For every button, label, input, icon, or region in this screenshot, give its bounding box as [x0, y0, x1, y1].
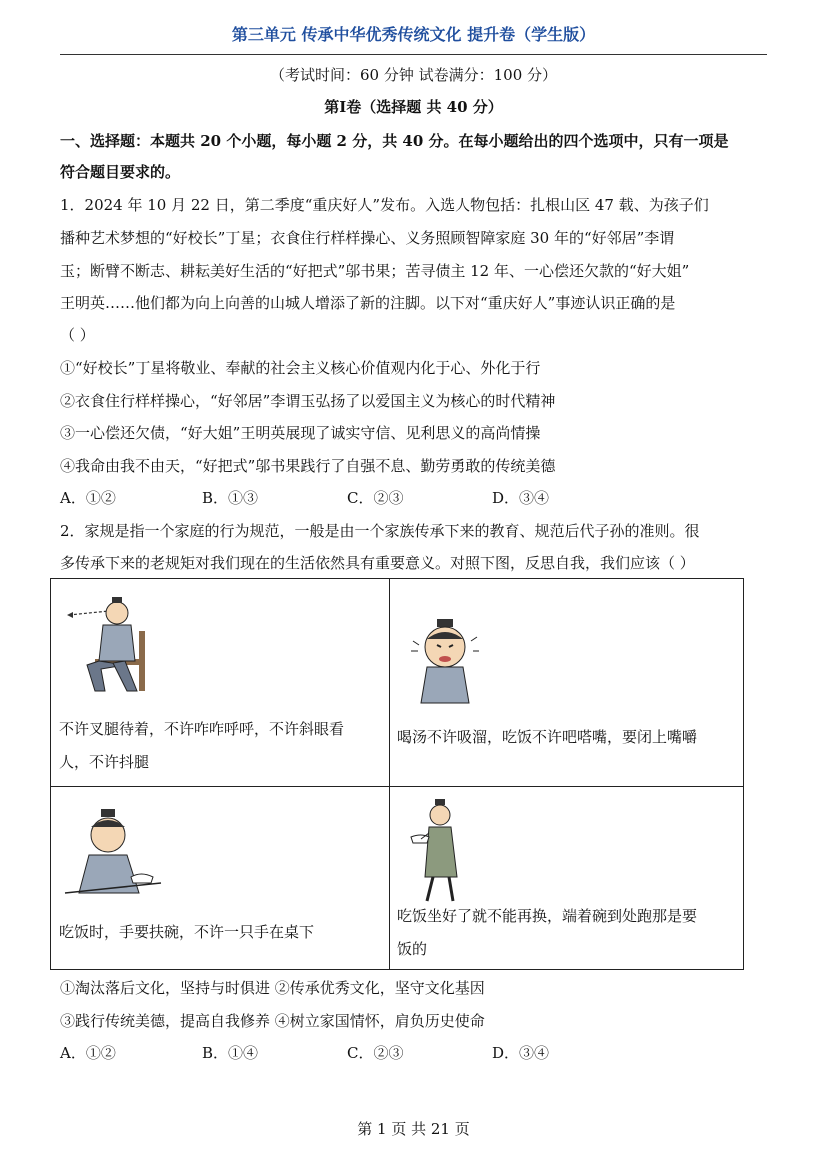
q2-option-d[interactable]: D．③④: [492, 1044, 550, 1062]
q2-statements-row-1: ①淘汰落后文化，坚持与时俱进 ②传承优秀文化，坚守文化基因: [60, 979, 485, 997]
q2-stem-line: 2．家规是指一个家庭的行为规范，一般是由一个家族传承下来的教育、规范后代子孙的准则。很: [60, 522, 700, 540]
section-title: 第Ⅰ卷（选择题 共 40 分）: [324, 98, 503, 116]
sitting-figure-illustration: [65, 591, 185, 701]
q1-stem-line: 1．2024 年 10 月 22 日，第二季度“重庆好人”发布。入选人物包括：扎根山区 47 载、为孩子们: [60, 196, 709, 214]
q1-stem-line: 播种艺术梦想的“好校长”丁星；衣食住行样样操心、义务照顾智障家庭 30 年的“好邻居”李谓: [60, 229, 675, 247]
q1-stem-line: 玉；断臂不断志、耕耘美好生活的“好把式”邬书果；苦寻债主 12 年、一心偿还欠款的“好大姐”: [60, 262, 690, 280]
q2-option-a[interactable]: A．①②: [60, 1044, 116, 1062]
q1-statement-4: ④我命由我不由天，“好把式”邬书果践行了自强不息、勤劳勇敢的传统美德: [60, 457, 556, 475]
table-cell-1-line: 不许叉腿待着，不许咋咋呼呼，不许斜眼看: [59, 720, 345, 738]
q1-statement-3: ③一心偿还欠债，“好大姐”王明英展现了诚实守信、见利思义的高尚情操: [60, 424, 541, 442]
q2-stem-line: 多传承下来的老规矩对我们现在的生活依然具有重要意义。对照下图，反思自我，我们应该（ ）: [60, 554, 695, 572]
rules-table: [50, 578, 744, 970]
table-cell-3-line: 吃饭时，手要扶碗，不许一只手在桌下: [59, 923, 315, 941]
q1-stem-line: 王明英……他们都为向上向善的山城人增添了新的注脚。以下对“重庆好人”事迹认识正确的是: [60, 294, 676, 312]
exam-info: （考试时间：60 分钟 试卷满分：100 分）: [269, 66, 558, 84]
table-divider: [389, 579, 390, 969]
instructions-line-2: 符合题目要求的。: [60, 163, 181, 181]
table-cell-1-line: 人，不许抖腿: [59, 753, 150, 771]
title-divider: [60, 54, 767, 55]
q1-option-d[interactable]: D．③④: [492, 489, 550, 507]
holding-bowl-illustration: [61, 807, 171, 907]
walking-bowl-illustration: [407, 797, 477, 909]
q1-option-c[interactable]: C．②③: [347, 489, 404, 507]
q2-option-c[interactable]: C．②③: [347, 1044, 404, 1062]
page-title: 第三单元 传承中华优秀传统文化 提升卷（学生版）: [231, 25, 596, 44]
instructions-line-1: 一、选择题：本题共 20 个小题，每小题 2 分，共 40 分。在每小题给出的四个选项中，只有一项是: [60, 132, 729, 150]
page-footer: 第 1 页 共 21 页: [357, 1120, 470, 1138]
q2-option-b[interactable]: B．①④: [202, 1044, 259, 1062]
q1-statement-1: ①“好校长”丁星将敬业、奉献的社会主义核心价值观内化于心、外化于行: [60, 359, 541, 377]
table-divider: [51, 786, 743, 787]
q1-statement-2: ②衣食住行样样操心，“好邻居”李谓玉弘扬了以爱国主义为核心的时代精神: [60, 392, 556, 410]
table-cell-4-line: 吃饭坐好了就不能再换，端着碗到处跑那是要: [397, 907, 698, 925]
q2-statements-row-2: ③践行传统美德，提高自我修养 ④树立家国情怀，肩负历史使命: [60, 1012, 485, 1030]
q1-answer-blank: （ ）: [60, 326, 95, 344]
chewing-face-illustration: [407, 617, 487, 707]
table-cell-4-line: 饭的: [397, 940, 428, 958]
table-cell-2-line: 喝汤不许吸溜，吃饭不许吧嗒嘴，要闭上嘴嚼: [397, 728, 698, 746]
q1-option-a[interactable]: A．①②: [60, 489, 116, 507]
q1-option-b[interactable]: B．①③: [202, 489, 259, 507]
